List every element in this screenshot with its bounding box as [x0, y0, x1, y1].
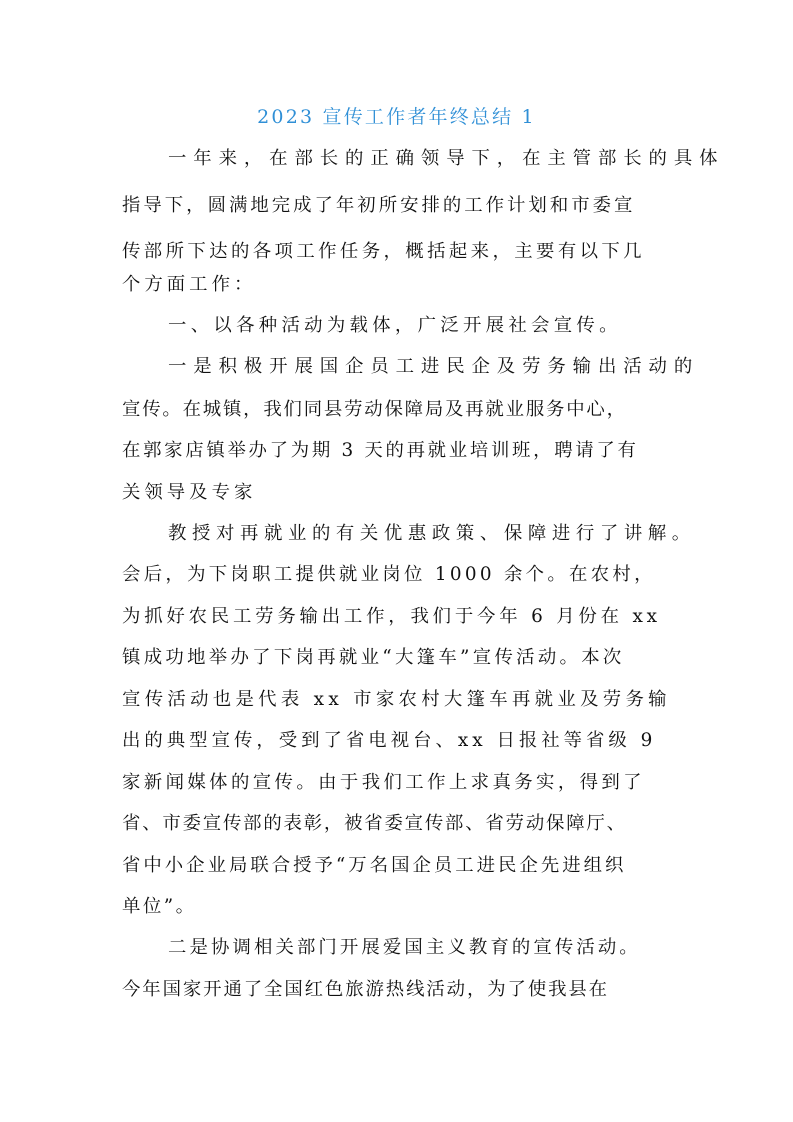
paragraph-line: 省中小企业局联合授予“万名国企员工进民企先进组织	[122, 855, 627, 876]
paragraph-line: 一是积极开展国企员工进民企及劳务输出活动的	[168, 356, 700, 377]
paragraph-line: 省、市委宣传部的表彰，被省委宣传部、省劳动保障厅、	[122, 813, 627, 834]
paragraph-line: 家新闻媒体的宣传。由于我们工作上求真务实，得到了	[122, 772, 645, 793]
paragraph-line: 镇成功地举办了下岗再就业“大篷车”宣传活动。本次	[122, 647, 625, 668]
paragraph-line: 为抓好农民工劳务输出工作，我们于今年 6 月份在 xx	[122, 606, 661, 627]
paragraph-line: 单位”。	[122, 896, 197, 917]
paragraph-line: 传部所下达的各项工作任务，概括起来，主要有以下几	[122, 241, 645, 262]
paragraph-line: 出的典型宣传，受到了省电视台、xx 日报社等省级 9	[122, 730, 657, 751]
paragraph-line: 宣传。在城镇，我们同县劳动保障局及再就业服务中心，	[122, 399, 627, 420]
paragraph-line: 会后，为下岗职工提供就业岗位 1000 余个。在农村，	[122, 564, 656, 585]
document-title: 2023 宣传工作者年终总结 1	[257, 106, 536, 128]
paragraph-line: 二是协调相关部门开展爱国主义教育的宣传活动。	[168, 937, 641, 958]
paragraph-line: 个方面工作：	[122, 274, 257, 295]
paragraph-line: 一、以各种活动为载体，广泛开展社会宣传。	[168, 315, 622, 336]
paragraph-line: 今年国家开通了全国红色旅游热线活动，为了使我县在	[122, 979, 609, 1000]
paragraph-line: 宣传活动也是代表 xx 市家农村大篷车再就业及劳务输	[122, 689, 671, 710]
paragraph-line: 指导下，圆满地完成了年初所安排的工作计划和市委宣	[122, 195, 636, 216]
paragraph-line: 在郭家店镇举办了为期 3 天的再就业培训班，聘请了有	[122, 440, 639, 461]
paragraph-line: 关领导及专家	[122, 482, 257, 503]
paragraph-line: 一年来，在部长的正确领导下，在主管部长的具体	[168, 148, 725, 169]
paragraph-line: 教授对再就业的有关优惠政策、保障进行了讲解。	[168, 523, 696, 544]
